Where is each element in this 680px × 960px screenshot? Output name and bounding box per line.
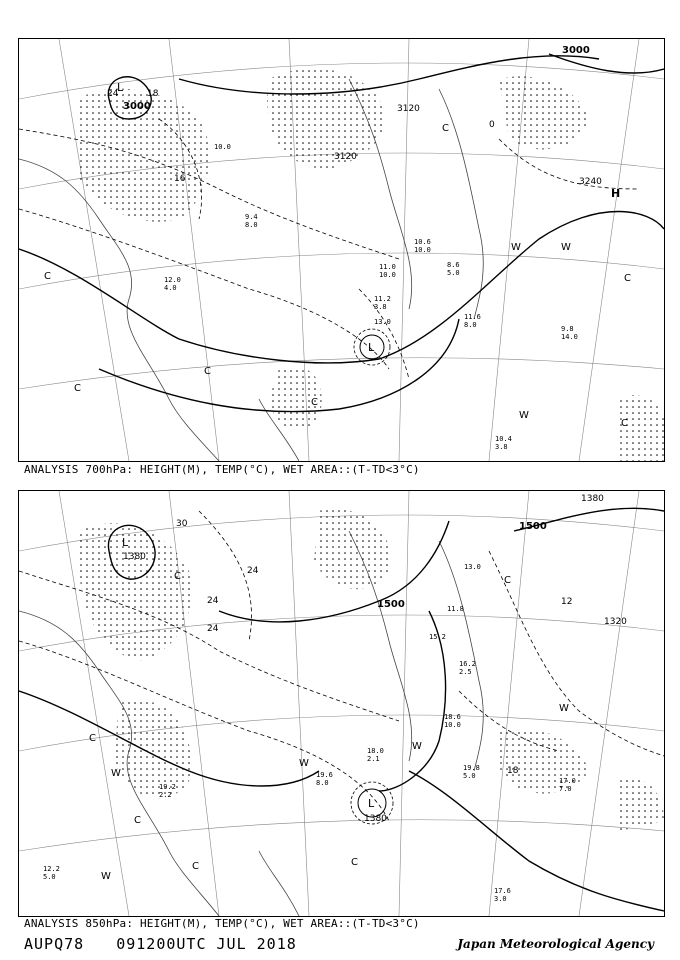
station-temp: 18.6	[444, 713, 461, 721]
station-dewpoint: 5.0	[463, 772, 476, 780]
station-dewpoint: 10.0	[379, 271, 396, 279]
station-dewpoint: 4.0	[164, 284, 177, 292]
station-temp: 11.2	[374, 295, 391, 303]
station-temp: 10.4	[495, 435, 512, 443]
height-label: 1380	[581, 494, 604, 504]
bulletin-header	[24, 935, 319, 953]
station-temp: 19.6	[316, 771, 333, 779]
low-center-symbol: L	[117, 81, 124, 94]
temp-label: 18	[147, 89, 159, 99]
station-dewpoint: 5.0	[43, 873, 56, 881]
height-label: 1380	[364, 814, 387, 824]
station-temp: 17.0	[559, 777, 576, 785]
station-dewpoint: 3.8	[495, 443, 508, 451]
station-temp: 12.2	[43, 865, 60, 873]
station-dewpoint: 8.0	[245, 221, 258, 229]
height-label: 1500	[519, 521, 547, 532]
temp-label: 24	[247, 566, 259, 576]
cold-symbol: C	[351, 857, 358, 868]
warm-symbol: W	[101, 871, 111, 882]
station-temp: 18.0	[367, 747, 384, 755]
cold-symbol: C	[624, 273, 631, 284]
station-dewpoint: 8.0	[316, 779, 329, 787]
station-temp: 10.6	[414, 238, 431, 246]
station-dewpoint: 10.0	[444, 721, 461, 729]
station-dewpoint: 3.8	[374, 303, 387, 311]
bulletin-code: AUPQ78	[24, 935, 85, 953]
caption-700hpa: ANALYSIS 700hPa: HEIGHT(M), TEMP(°C), WET AREA::(T-TD<3°C)	[24, 463, 420, 476]
height-label: 3120	[334, 152, 357, 162]
station-temp: 16.2	[459, 660, 476, 668]
high-center-symbol: H	[611, 187, 621, 200]
warm-symbol: W	[559, 703, 569, 714]
cold-symbol: C	[174, 571, 181, 582]
temp-label: 12	[561, 597, 573, 607]
station-temp: 13.0	[374, 318, 391, 326]
cold-symbol: C	[311, 397, 318, 408]
station-dewpoint: 2.2	[159, 791, 172, 799]
temp-label: 18	[507, 766, 519, 776]
warm-symbol: W	[299, 758, 309, 769]
station-temp: 12.0	[164, 276, 181, 284]
map-850hpa-svg	[19, 491, 664, 916]
warm-symbol: W	[511, 242, 521, 253]
cold-symbol: C	[504, 575, 511, 586]
station-temp: 9.4	[245, 213, 258, 221]
warm-symbol: W	[519, 410, 529, 421]
station-temp: 15.2	[429, 633, 446, 641]
wet-area	[79, 69, 664, 461]
cold-symbol: C	[204, 366, 211, 377]
station-dewpoint: 3.0	[494, 895, 507, 903]
station-dewpoint: 8.0	[464, 321, 477, 329]
station-dewpoint: 14.0	[561, 333, 578, 341]
height-label: 3000	[123, 101, 151, 112]
station-temp: 8.6	[447, 261, 460, 269]
station-temp: 11.8	[447, 605, 464, 613]
low-center-symbol: L	[122, 536, 129, 549]
temp-label: 24	[207, 596, 219, 606]
station-temp: 13.0	[464, 563, 481, 571]
cold-symbol: C	[44, 271, 51, 282]
temp-label: 24	[107, 89, 119, 99]
height-label: 1320	[604, 617, 627, 627]
agency-credit: Japan Meteorological Agency	[457, 937, 654, 951]
cold-symbol: C	[192, 861, 199, 872]
temp-label: 24	[207, 624, 219, 634]
station-temp: 9.8	[561, 325, 574, 333]
warm-symbol: W	[561, 242, 571, 253]
low-center-symbol: L	[368, 797, 375, 810]
map-700hpa-svg	[19, 39, 664, 461]
height-label: 3120	[397, 104, 420, 114]
bulletin-time: 091200UTC JUL 2018	[116, 935, 297, 953]
cold-symbol: C	[621, 418, 628, 429]
warm-symbol: W	[111, 768, 121, 779]
temp-label: 30	[176, 519, 188, 529]
caption-850hpa: ANALYSIS 850hPa: HEIGHT(M), TEMP(°C), WET AREA::(T-TD<3°C)	[24, 917, 420, 930]
low-center-symbol: L	[368, 341, 375, 354]
cold-symbol: C	[74, 383, 81, 394]
height-label: 3240	[579, 177, 602, 187]
cold-symbol: C	[89, 733, 96, 744]
station-dewpoint: 2.5	[459, 668, 472, 676]
station-temp: 10.0	[214, 143, 231, 151]
temp-label: 0	[489, 120, 495, 130]
station-dewpoint: 5.0	[447, 269, 460, 277]
warm-symbol: W	[412, 741, 422, 752]
station-temp: 19.8	[463, 764, 480, 772]
chart-850hpa	[18, 490, 665, 917]
cold-symbol: C	[442, 123, 449, 134]
temp-label: 16	[174, 174, 186, 184]
station-dewpoint: 2.1	[367, 755, 380, 763]
height-label: 1380	[123, 552, 146, 562]
height-label: 1500	[377, 599, 405, 610]
station-temp: 19.2	[159, 783, 176, 791]
chart-700hpa	[18, 38, 665, 462]
station-temp: 17.6	[494, 887, 511, 895]
station-temp: 11.0	[379, 263, 396, 271]
station-dewpoint: 10.0	[414, 246, 431, 254]
cold-symbol: C	[134, 815, 141, 826]
height-label: 3000	[562, 45, 590, 56]
station-dewpoint: 7.0	[559, 785, 572, 793]
station-temp: 11.6	[464, 313, 481, 321]
